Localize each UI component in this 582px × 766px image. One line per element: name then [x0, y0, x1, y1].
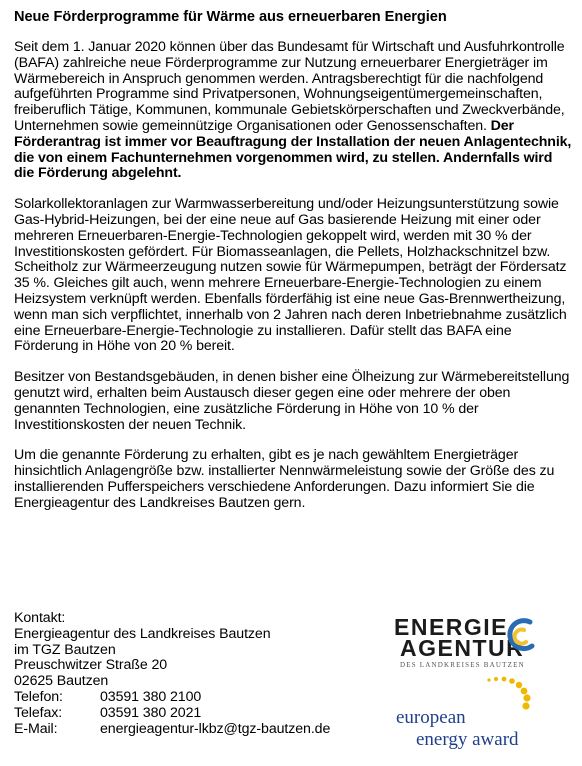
- intro-text: Seit dem 1. Januar 2020 können über das Bundesamt für Wirtschaft und Ausfuhrkontrolle (BAFA) zahlreiche neue Förderprogramme zur Nutzung erneuerbarer Energieträger im Wärmebereich in Anspruch genommen werden. Antragsberechtigt für die nachfolgend aufgeführten Programme sind Privatpersonen, Wohnungseigentümergemeinschaften, freiberuflich Tätige, Kommunen, kommunale Gebietskörperschaften und Zweckverbände, Unternehmen sowie gemeinnützige Organisationen oder Genossenschaften.: [14, 39, 565, 134]
- logo-word-energie: ENERGIE: [394, 614, 509, 640]
- page-title: Neue Förderprogramme für Wärme aus erneuerbaren Energien: [14, 9, 447, 25]
- eea-dots-icon: [392, 672, 542, 712]
- logo-swirl-icon: [502, 616, 536, 656]
- fax-label: Telefax:: [14, 704, 63, 721]
- contact-org: Energieagentur des Landkreises Bautzen: [14, 625, 271, 642]
- contact-fax-row: [14, 706, 330, 722]
- fax-value: 03591 380 2021: [100, 704, 202, 721]
- intro-bold-note: Der Förderantrag ist immer vor Beauftragung der Installation der neuen Anlagentechnik, die von einem Fachunternehmen vorgenommen wird, zu stellen. Andernfalls wird die Förderung abgelehnt.: [14, 117, 572, 182]
- email-link[interactable]: energieagentur-lkbz@tgz-bautzen.de: [100, 720, 331, 737]
- contact-phone-row: [14, 690, 330, 706]
- phone-label: Telefon:: [14, 688, 63, 705]
- contact-heading: Kontakt:: [14, 610, 66, 626]
- contact-line2: im TGZ Bautzen: [14, 641, 116, 658]
- phone-value[interactable]: 03591 380 2100: [100, 688, 202, 705]
- contact-block: [14, 611, 330, 737]
- paragraph-oil-heating: Besitzer von Bestandsgebäuden, in denen bisher eine Ölheizung zur Wärmebereitstellung genutzt wird, erhalten beim Austausch dieser gegen eine oder mehrere der oben genannten Technologien, eine zusätzliche Förderung in Höhe von 10 % der Investitionskosten der neuen Technik.: [14, 369, 570, 433]
- contact-email-row: [14, 722, 330, 738]
- email-label: E-Mail:: [14, 720, 58, 737]
- paragraph-funding-rates: Solarkollektoranlagen zur Warmwasserbereitung und/oder Heizungsunterstützung sowie Gas-Hybrid-Heizungen, bei der eine neue auf Gas basierende Heizung mit einer oder mehreren Erneuerbaren-Energie-Technologien gekoppelt wird, werden mit 30 % der Investitionskosten gefördert. Für Biomasseanlagen, die Pellets, Holzhackschnitzel bzw. Scheitholz zur Wärmeerzeugung nutzen sowie für Wärmepumpen, beträgt der Fördersatz 35 %. Gleiches gilt auch, wenn mehrere Erneuerbare-Energie-Technologien zu einem Heizsystem verknüpft werden. Ebenfalls förderfähig ist eine neue Gas-Brennwertheizung, wenn man sich verpflichtet, innerhalb von 2 Jahren nach deren Inbetriebnahme zusätzlich eine Erneuerbare-Energie-Technologie zu installieren. Dafür stellt das BAFA eine Förderung in Höhe von 20 % bereit.: [14, 196, 567, 355]
- eea-line-european: european: [396, 707, 466, 728]
- energieagentur-logo: [394, 616, 550, 674]
- eea-line-energy-award: energy award: [416, 729, 519, 750]
- paragraph-requirements: Um die genannte Förderung zu erhalten, gibt es je nach gewähltem Energieträger hinsichtlich Anlagengröße bzw. installierter Nennwärmeleistung sowie der Größe des zu installierenden Pufferspeichers verschiedene Anforderungen. Dazu informiert Sie die Energieagentur des Landkreises Bautzen gern.: [14, 447, 555, 511]
- logo-subtitle: DES LANDKREISES BAUTZEN: [400, 661, 525, 669]
- contact-city: 02625 Bautzen: [14, 673, 109, 690]
- contact-street: Preuschwitzer Straße 20: [14, 657, 168, 674]
- european-energy-award-logo: [392, 672, 542, 758]
- paragraph-intro: [14, 40, 572, 182]
- logo-word-agentur: AGENTUR: [400, 635, 525, 661]
